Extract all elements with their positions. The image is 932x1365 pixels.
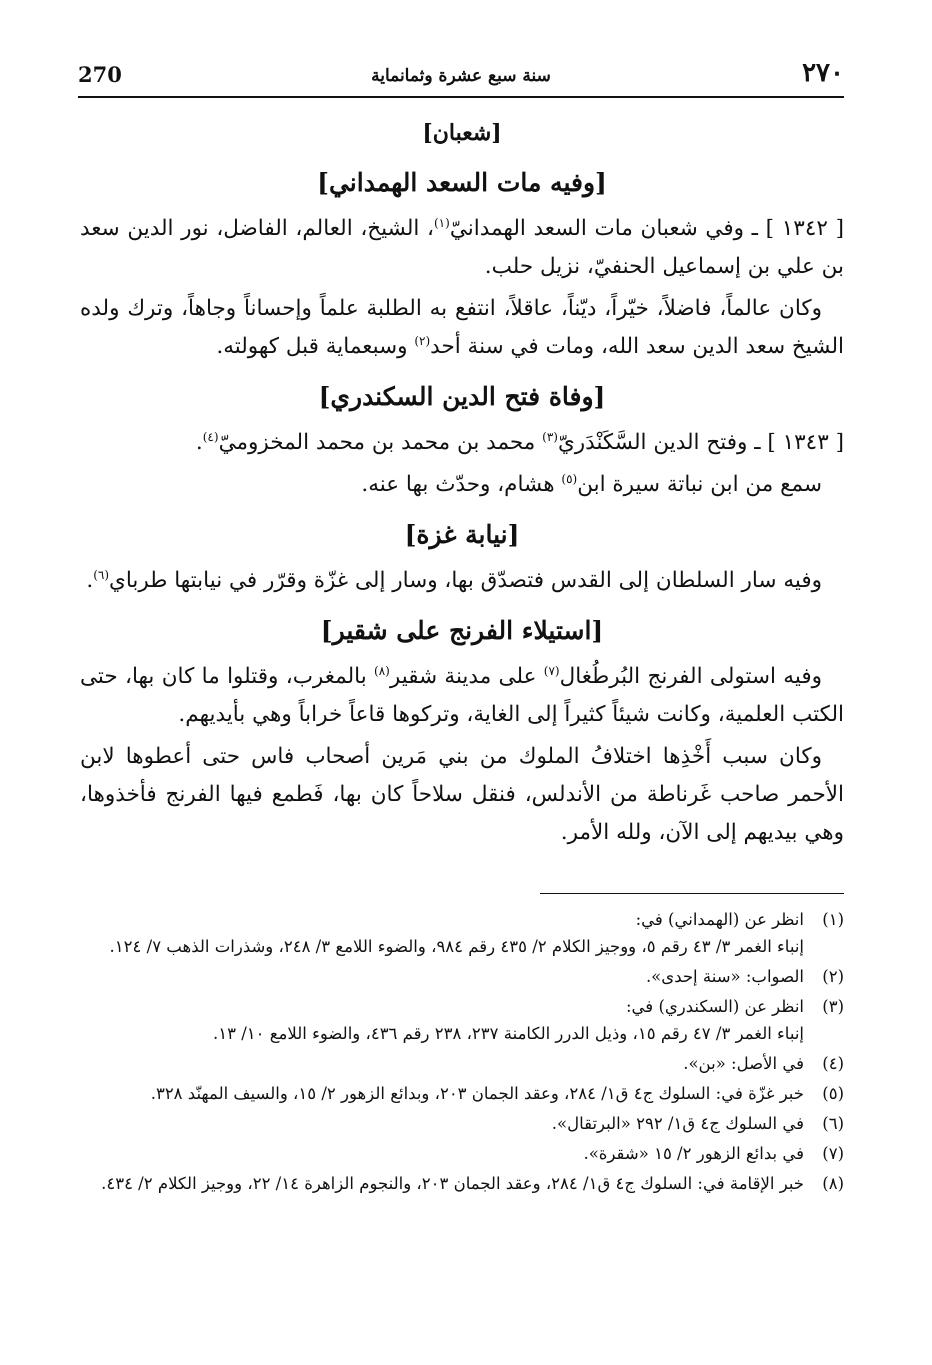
footnote-number: (٦) [822,1114,844,1133]
footnote-6 [80,1110,844,1137]
footnote-ref-2: (٢) [414,333,431,348]
footnote-ref-5: (٥) [561,471,578,486]
footnote-line: إنباء الغمر ٣/ ٤٣ رقم ٥، ووجيز الكلام ٢/ ٤٣٥ رقم ٩٨٤، والضوء اللامع ٣/ ٢٤٨، وشذرات الذهب ٧/ ١٢٤. [109,937,804,956]
footnote-text: في بدائع الزهور ٢/ ١٥ «شقرة». [583,1144,804,1163]
footnote-text: الصواب: «سنة إحدى». [645,967,804,986]
page-number-latin: 270 [78,62,122,87]
footnote-number: (٥) [822,1084,844,1103]
footnote-7 [80,1140,844,1167]
paragraph-3 [80,424,844,462]
footnote-text [80,993,804,1047]
footnote-ref-4: (٤) [202,429,219,444]
footnote-ref-1: (١) [433,215,450,230]
p6-text-a: وفيه استولى الفرنج البُرطُغال [559,664,822,689]
footnotes [80,906,844,1200]
section-heading-4: [استيلاء الفرنج على شقير] [320,616,604,645]
section-heading-3: [نيابة غزة] [404,520,520,549]
footnote-number: (٢) [822,967,844,986]
p4-text-b: هشام، وحدّث بها عنه. [361,472,562,497]
footnote-ref-3: (٣) [542,429,558,444]
footnote-text [80,906,804,960]
p2-text-b: وسبعماية قبل كهولته. [216,334,415,359]
p1-text-b: ، الشيخ، العالم، الفاضل، نور الدين سعد بن علي بن إسماعيل الحنفيّ، نزيل حلب. [80,216,844,279]
footnote-rule [540,893,844,894]
footnote-line: انظر عن (السكندري) في: [626,997,804,1016]
footnote-ref-6: (٦) [93,567,110,582]
p4-text-a: سمع من ابن نباتة سيرة ابن [577,472,822,497]
section-heading-2: [وفاة فتح الدين السكندري] [318,382,606,411]
page-number-arabic: ٢٧٠ [802,58,844,88]
footnote-number: (٧) [822,1144,844,1163]
footnote-line: إنباء الغمر ٣/ ٤٧ رقم ١٥، وذيل الدرر الكامنة ٢٣٧، ٢٣٨ رقم ٤٣٦، والضوء اللامع ١٠/ ١٣. [212,1024,804,1043]
footnote-line: انظر عن (الهمداني) في: [635,910,804,929]
footnote-number: (١) [822,910,844,929]
footnote-3 [80,993,844,1047]
footnote-number: (٨) [822,1174,844,1193]
header-rule [78,96,844,98]
footnote-1 [80,906,844,960]
footnote-2 [80,963,844,990]
paragraph-1 [80,210,844,286]
p3-text-c: . [195,430,203,455]
footnote-number: (٣) [822,997,844,1016]
p5-text-a: وفيه سار السلطان إلى القدس فتصدّق بها، وسار إلى غزّة وقرّر في نيابتها طرباي [109,568,822,593]
paragraph-2 [80,290,844,366]
paragraph-4 [80,466,844,504]
footnote-text: في الأصل: «بن». [683,1054,804,1073]
running-title: سنة سبع عشرة وثمانماية [371,66,551,86]
footnote-8 [80,1170,844,1197]
p6-text-b: على مدينة شقير [389,664,544,689]
footnote-ref-8: (٨) [374,663,390,678]
footnote-text: خبر غزّة في: السلوك ج٤ ق١/ ٢٨٤، وعقد الجمان ٢٠٣، وبدائع الزهور ٢/ ١٥، والسيف المهنّد ٣٢٨. [150,1084,804,1103]
footnote-ref-7: (٧) [543,663,560,678]
main-text [80,110,844,856]
month-heading: [شعبان] [422,120,502,146]
p3-text-b: محمد بن محمد بن محمد المخزوميّ [218,430,543,455]
paragraph-6 [80,658,844,734]
paragraph-7: وكان سبب أَخْذِها اختلافُ الملوك من بني مَرين أصحاب فاس حتى أعطوها لابن الأحمر صاحب غَرناطة من الأندلس، فنقل سلاحاً كان بها، فَطمع فيها الفرنج فأخذوها، وهي بيديهم إلى الآن، ولله الأمر. [80,744,844,845]
section-heading-1: [وفيه مات السعد الهمداني] [317,168,607,197]
page-header [78,54,844,94]
p2-text-a: وكان عالماً، فاضلاً، خيّراً، ديّناً، عاقلاً، انتفع به الطلبة علماً وإحساناً وجاهاً، وترك ولده الشيخ سعد الدين سعد الله، ومات في سنة أحد [80,296,844,359]
footnote-text: خبر الإقامة في: السلوك ج٤ ق١/ ٢٨٤، وعقد الجمان ٢٠٣، والنجوم الزاهرة ١٤/ ٢٢، ووجيز الكلام ٢/ ٤٣٤. [101,1174,804,1193]
paragraph-5 [80,562,844,600]
p6-text-c: بالمغرب، وقتلوا ما كان بها، حتى الكتب العلمية، وكانت شيئاً كثيراً إلى الغاية، وتركوها قاعاً خراباً وهي بأيديهم. [80,664,844,727]
footnote-5 [80,1080,844,1107]
footnote-number: (٤) [822,1054,844,1073]
footnote-4 [80,1050,844,1077]
p3-text-a: [ ١٣٤٣ ] ـ وفتح الدين السَّكَنْدَريّ [557,430,844,455]
p1-text-a: [ ١٣٤٢ ] ـ وفي شعبان مات السعد الهمدانيّ [449,216,844,241]
p5-text-b: . [86,568,94,593]
footnote-text: في السلوك ج٤ ق١/ ٢٩٢ «البرتقال». [551,1114,804,1133]
